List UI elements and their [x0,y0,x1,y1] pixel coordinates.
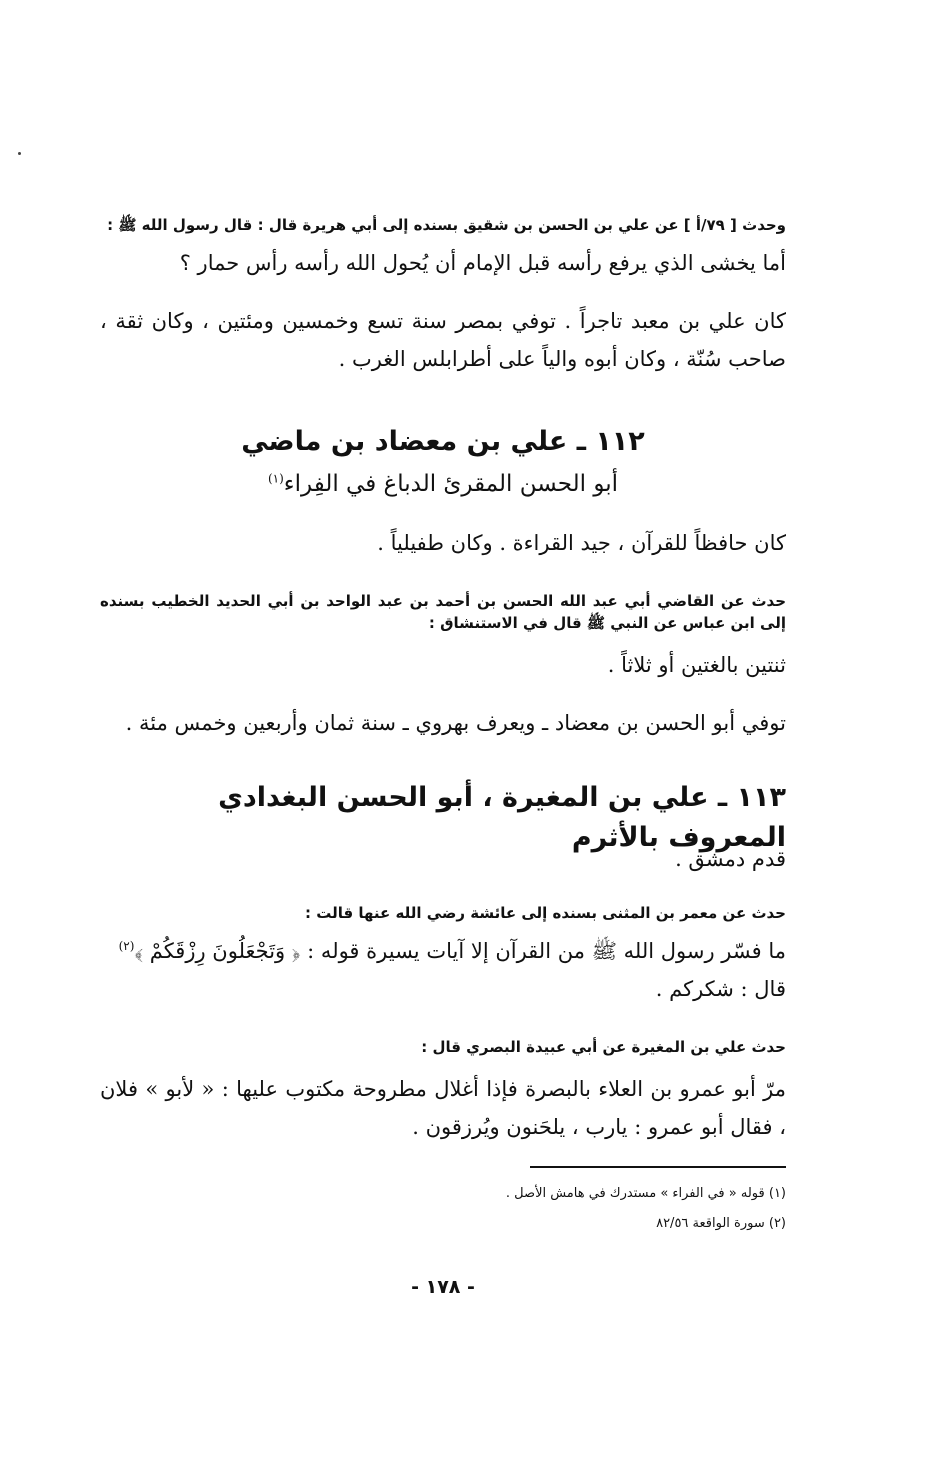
bio-ali-ibn-mabad: كان علي بن معبد تاجراً . توفي بمصر سنة تسع وخمسين ومئتين ، وكان ثقة ، صاحب سُنّة ، وكان أبوه والياً على أطرابلس الغرب . [100,309,786,371]
entry-113-isnad-2: حدث علي بن المغيرة عن أبي عبيدة البصري قال : [421,1038,786,1056]
footnote-ref-2: (٢) [118,939,135,953]
entry-113-desc: قدم دمشق . [675,847,786,871]
document-page [100,0,786,1475]
footnote-ref-1: (١) [267,471,284,486]
entry-113-isnad-1: حدث عن معمر بن المثنى بسنده إلى عائشة رضي الله عنها قالت : [304,904,786,922]
footnote-rule [530,1166,786,1168]
entry-113-hadith-1-tail: قال : شكركم . [655,977,786,1001]
entry-112-isnad: حدث عن القاضي أبي عبد الله الحسن بن أحمد بن عبد الواحد بن أبي الحديد الخطيب بسنده إلى ابن عباس عن النبي ﷺ قال في الاستنشاق : [100,592,786,632]
page-number: - ١٧٨ - [411,1276,475,1298]
entry-113-story: مرّ أبو عمرو بن العلاء بالبصرة فإذا أغلال مطروحة مكتوب عليها : « لأبو » فلان ، فقال أبو عمرو : يارب ، يلحَنون ويُرزقون . [100,1077,786,1139]
entry-112-desc: كان حافظاً للقرآن ، جيد القراءة . وكان طفيلياً . [377,531,786,555]
entry-112-subtitle [100,466,786,502]
isnad-abu-hurayra: وحدث [ ٧٩/أ ] عن علي بن الحسن بن شقيق بسنده إلى أبي هريرة قال : قال رسول الله ﷺ : [107,216,786,234]
footnote-2: (٢) سورة الواقعة ٨٢/٥٦ [656,1216,786,1231]
footnote-1: (١) قوله « في الفراء » مستدرك في هامش الأصل . [505,1186,786,1201]
hadith-raising-head: أما يخشى الذي يرفع رأسه قبل الإمام أن يُحول الله رأسه رأس حمار ؟ [179,251,786,275]
entry-112-death: توفي أبو الحسن بن معضاد ـ ويعرف بهروي ـ سنة ثمان وأربعين وخمس مئة . [125,711,786,735]
scan-dot [18,152,21,155]
entry-112-subtitle-text: أبو الحسن المقرئ الدباغ في الفِراء [283,471,619,497]
entry-112-hadith: ثنتين بالغتين أو ثلاثاً . [607,653,786,677]
entry-113-title: ١١٣ ـ علي بن المغيرة ، أبو الحسن البغدادي المعروف بالأثرم [218,782,786,853]
entry-112-title: ١١٢ ـ علي بن معضاد بن ماضي [241,426,645,457]
entry-113-hadith-1 [100,932,786,970]
entry-113-hadith-1-text: ما فسّر رسول الله ﷺ من القرآن إلا آيات يسيرة قوله : ﴿ وَتَجْعَلُونَ رِزْقَكُمْ ﴾ [134,939,786,963]
